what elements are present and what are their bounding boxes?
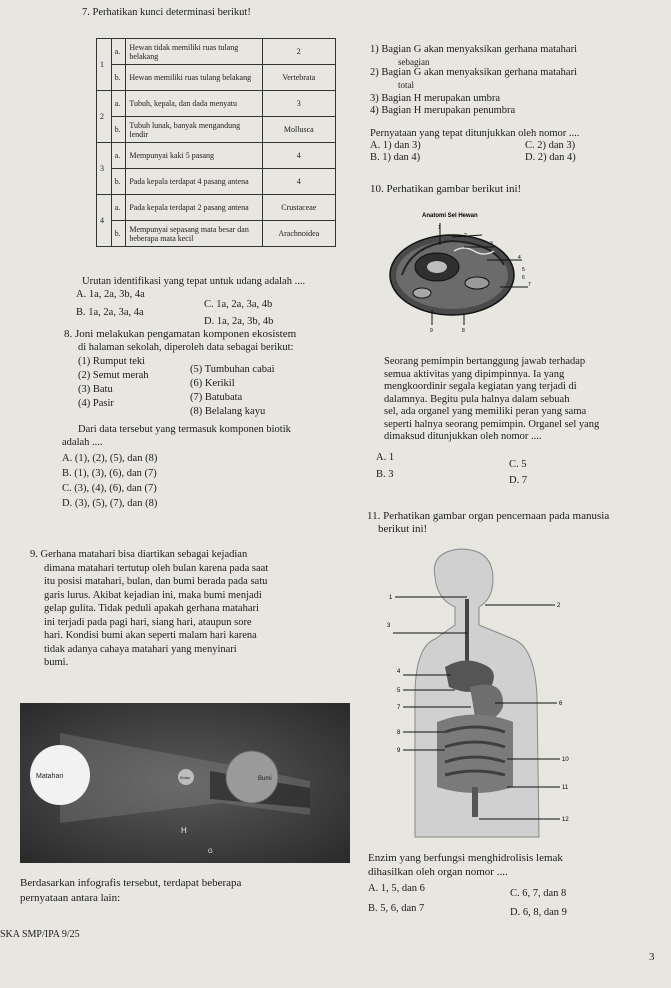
q7-option-a[interactable]: A. 1a, 2a, 3b, 4a: [76, 289, 145, 300]
q8-item-6: (6) Kerikil: [190, 378, 235, 389]
q11-question-1: Enzim yang berfungsi menghidrolisis lemak: [368, 852, 563, 864]
q10-option-a[interactable]: A. 1: [376, 452, 395, 463]
q8-option-c[interactable]: C. (3), (4), (6), dan (7): [62, 483, 157, 494]
key-sub: b.: [111, 169, 126, 195]
svg-text:10: 10: [562, 757, 569, 763]
q8-intro-1: 8. Joni melakukan pengamatan komponen ekosistem: [64, 328, 297, 340]
q9-after-1: Berdasarkan infografis tersebut, terdapat beberapa: [20, 877, 242, 889]
q8-option-b[interactable]: B. (1), (3), (6), dan (7): [62, 468, 157, 479]
q10-text-line: dalamnya. Begitu pula halnya dalam sebuah: [384, 393, 570, 405]
key-desc: Mempunyai kaki 5 pasang: [126, 143, 262, 169]
q11-title-1: 11. Perhatikan gambar organ pencernaan pada manusia: [367, 510, 610, 522]
q9-statement-1: 1) Bagian G akan menyaksikan gerhana matahari: [370, 44, 578, 55]
q7-option-c[interactable]: C. 1a, 2a, 3a, 4b: [204, 299, 273, 310]
q10-text-line: dimaksud ditunjukkan oleh nomor ....: [384, 431, 542, 442]
q9-line: 9. Gerhana matahari bisa diartikan sebagai kejadian: [30, 549, 248, 560]
key-sub: a.: [111, 39, 126, 65]
q10-option-b[interactable]: B. 3: [376, 469, 394, 480]
key-desc: Hewan memiliki ruas tulang belakang: [126, 65, 262, 91]
q11-option-d[interactable]: D. 6, 8, dan 9: [510, 907, 567, 918]
key-res: Arachnoidea: [262, 221, 335, 247]
key-desc: Hewan tidak memiliki ruas tulang belakang: [126, 39, 262, 65]
moon-label: Bulan: [180, 775, 191, 780]
q10-text-line: Seorang pemimpin bertanggung jawab terhadap: [384, 356, 586, 367]
key-sub: a.: [111, 143, 126, 169]
q9-line: gelap gulita. Tidak peduli apakah gerhana matahari: [44, 603, 259, 614]
key-number: 4: [97, 195, 112, 247]
q9-statement-2: 2) Bagian G akan menyaksikan gerhana matahari: [370, 67, 578, 78]
svg-text:1: 1: [389, 595, 393, 601]
q8-option-a[interactable]: A. (1), (2), (5), dan (8): [62, 453, 158, 464]
key-row: [97, 195, 336, 221]
svg-text:4: 4: [518, 255, 521, 261]
determination-key-table: [96, 38, 336, 247]
q8-item-8: (8) Belalang kayu: [190, 406, 266, 417]
key-row: [97, 117, 336, 143]
svg-text:1: 1: [438, 225, 441, 231]
svg-text:8: 8: [462, 328, 465, 334]
q10-option-c[interactable]: C. 5: [509, 459, 527, 470]
key-desc: Tubuh lunak, banyak mengandung lendir: [126, 117, 262, 143]
q9-line: tidak adanya cahaya matahari yang menyinari: [44, 643, 237, 655]
svg-text:11: 11: [562, 785, 569, 791]
q8-question-2: adalah ....: [62, 437, 103, 448]
svg-text:3: 3: [387, 623, 391, 629]
cell-figure-title: Anatomi Sel Hewan: [422, 213, 478, 219]
q9-line: itu posisi matahari, bulan, dan bumi berada pada satu: [44, 576, 268, 587]
key-number: 3: [97, 143, 112, 195]
q8-item-1: (1) Rumput teki: [78, 356, 146, 367]
q8-item-4: (4) Pasir: [78, 398, 114, 409]
sun-label: Matahari: [36, 773, 64, 780]
key-res: Mollusca: [262, 117, 335, 143]
q7-option-d[interactable]: D. 1a, 2a, 3b, 4b: [204, 316, 274, 327]
key-res: 4: [262, 169, 335, 195]
svg-text:5: 5: [397, 688, 401, 694]
penumbra-label-g: G: [208, 849, 213, 855]
digestive-system-figure: [375, 547, 575, 842]
svg-text:5: 5: [522, 267, 525, 273]
svg-text:4: 4: [397, 669, 401, 675]
key-res: 3: [262, 91, 335, 117]
q10-title: 10. Perhatikan gambar berikut ini!: [370, 183, 522, 195]
q8-item-3: (3) Batu: [78, 384, 113, 395]
page-number: 3: [649, 951, 655, 963]
q10-text-line: semua aktivitas yang dipimpinnya. Ia yang: [384, 368, 565, 380]
q9-after-2: pernyataan antara lain:: [20, 892, 121, 904]
key-res: 4: [262, 143, 335, 169]
q9-line: garis lurus. Akibat kejadian ini, maka bumi menjadi: [44, 589, 262, 601]
umbra-label-h: H: [181, 826, 187, 835]
q8-item-2: (2) Semut merah: [78, 370, 149, 381]
q8-item-7: (7) Batubata: [190, 392, 243, 403]
q9-statement-1b: sebagian: [398, 57, 430, 67]
key-row: [97, 65, 336, 91]
svg-text:7: 7: [528, 282, 531, 288]
q9-statement-4: 4) Bagian H merupakan penumbra: [370, 105, 516, 116]
key-desc: Tubuh, kepala, dan dada menyatu: [126, 91, 262, 117]
q9-line: bumi.: [44, 657, 69, 668]
q10-option-d[interactable]: D. 7: [509, 475, 528, 486]
q9-option-b[interactable]: B. 1) dan 4): [370, 152, 421, 163]
footer-code: SKA SMP/IPA 9/25: [0, 929, 80, 940]
eclipse-infographic: [20, 703, 350, 863]
key-sub: b.: [111, 221, 126, 247]
q9-statement-3: 3) Bagian H merupakan umbra: [370, 93, 501, 104]
q9-question: Pernyataan yang tepat ditunjukkan oleh nomor ....: [370, 128, 580, 139]
q7-title: 7. Perhatikan kunci determinasi berikut!: [82, 7, 251, 18]
q9-option-c[interactable]: C. 2) dan 3): [525, 140, 576, 151]
svg-text:9: 9: [430, 328, 433, 334]
key-number: 2: [97, 91, 112, 143]
svg-text:2: 2: [557, 603, 561, 609]
svg-text:3: 3: [490, 241, 493, 247]
q8-item-5: (5) Tumbuhan cabai: [190, 364, 275, 375]
svg-text:6: 6: [522, 275, 525, 281]
svg-text:8: 8: [397, 730, 401, 736]
q10-text-line: mengkoordinir segala kegiatan yang terjadi di: [384, 381, 577, 392]
q10-text: [384, 356, 670, 444]
key-sub: a.: [111, 195, 126, 221]
svg-text:2: 2: [464, 233, 467, 239]
key-res: Crustaceae: [262, 195, 335, 221]
key-desc: Mempunyai sepasang mata besar dan beberapa mata kecil: [126, 221, 262, 247]
svg-text:6: 6: [559, 701, 563, 707]
key-number: 1: [97, 39, 112, 91]
key-sub: a.: [111, 91, 126, 117]
key-row: [97, 143, 336, 169]
q11-question-2: dihasilkan oleh organ nomor ....: [368, 866, 508, 878]
q9-line: dimana matahari tertutup oleh bulan karena pada saat: [44, 562, 269, 574]
q9-statement-2b: total: [398, 80, 414, 90]
animal-cell-figure: [382, 205, 542, 335]
q9-text: [30, 548, 350, 670]
svg-text:12: 12: [562, 817, 569, 823]
key-res: 2: [262, 39, 335, 65]
key-row: [97, 169, 336, 195]
q9-option-a[interactable]: A. 1) dan 3): [370, 140, 421, 151]
q11-title-2: berikut ini!: [378, 523, 428, 535]
key-sub: b.: [111, 117, 126, 143]
svg-text:7: 7: [397, 705, 401, 711]
key-row: [97, 221, 336, 247]
key-row: [97, 39, 336, 65]
q7-option-b[interactable]: B. 1a, 2a, 3a, 4a: [76, 307, 144, 318]
q8-intro-2: di halaman sekolah, diperoleh data sebagai berikut:: [78, 342, 294, 353]
svg-text:9: 9: [397, 748, 401, 754]
q11-option-a[interactable]: A. 1, 5, dan 6: [368, 883, 425, 894]
q9-line: hari. Kondisi bumi akan seperti malam hari karena: [44, 630, 257, 641]
q10-text-line: seperti halnya seorang pemimpin. Organel sel yang: [384, 418, 600, 430]
earth-label: Bumi: [258, 776, 272, 782]
key-row: [97, 91, 336, 117]
key-desc: Pada kepala terdapat 2 pasang antena: [126, 195, 262, 221]
key-sub: b.: [111, 65, 126, 91]
q11-option-b[interactable]: B. 5, 6, dan 7: [368, 903, 425, 914]
q10-text-line: sel, ada organel yang memiliki peran yang sama: [384, 406, 587, 417]
key-desc: Pada kepala terdapat 4 pasang antena: [126, 169, 262, 195]
q7-question: Urutan identifikasi yang tepat untuk udang adalah ....: [82, 276, 306, 287]
key-res: Vertebrata: [262, 65, 335, 91]
q8-option-d[interactable]: D. (3), (5), (7), dan (8): [62, 498, 158, 509]
q9-line: ini terjadi pada pagi hari, siang hari, ataupun sore: [44, 616, 252, 628]
q11-option-c[interactable]: C. 6, 7, dan 8: [510, 888, 567, 899]
q9-option-d[interactable]: D. 2) dan 4): [525, 152, 576, 163]
q8-question-1: Dari data tersebut yang termasuk komponen biotik: [78, 424, 291, 435]
